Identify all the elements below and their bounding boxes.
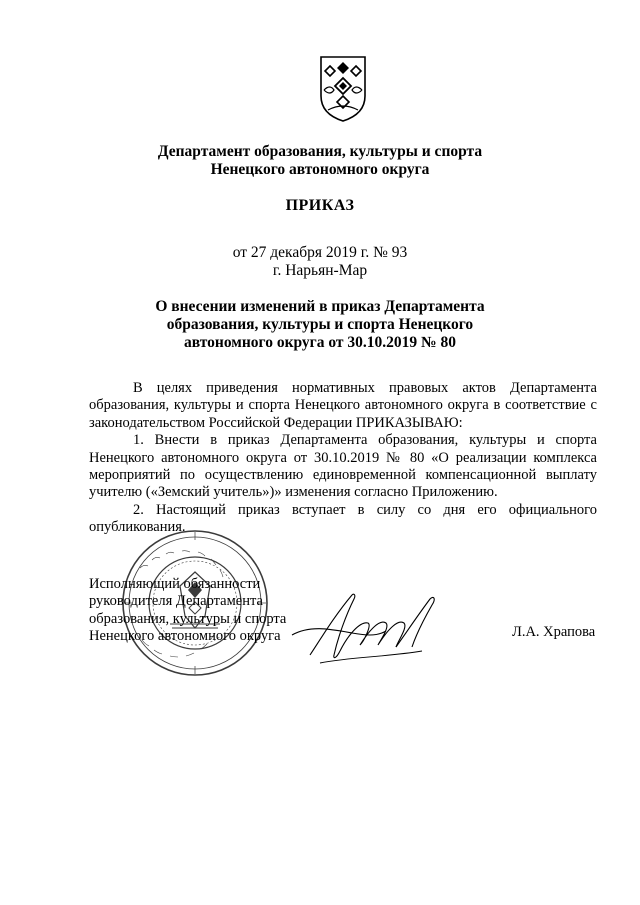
- document-place: г. Нарьян-Мар: [272, 262, 368, 279]
- order-item-1: 1. Внести в приказ Департамента образования, культуры и спорта Ненецкого автономного округа от 30.10.2019 № 80 «О реализации комплекса мероприятий по осуществлению единовременной компенсационной выплату учителю («Земский учитель»)» изменения согласно Приложению.: [89, 432, 597, 501]
- department-line-1: Департамент образования, культуры и спорта: [157, 143, 483, 160]
- subject-line-3: автономного округа от 30.10.2019 № 80: [184, 334, 456, 351]
- coat-of-arms-icon: [318, 54, 368, 124]
- document-date-number: от 27 декабря 2019 г. № 93: [232, 244, 408, 261]
- department-header: [120, 143, 520, 179]
- department-line-2: Ненецкого автономного округа: [210, 161, 430, 178]
- document-meta: [170, 244, 470, 280]
- order-item-2: 2. Настоящий приказ вступает в силу со дня его официального опубликования.: [89, 501, 597, 536]
- document-type: ПРИКАЗ: [285, 197, 355, 214]
- document-body: [89, 380, 597, 537]
- signatory-title: [89, 576, 309, 646]
- subject-line-1: О внесении изменений в приказ Департамента: [155, 298, 485, 315]
- document-subject: [150, 298, 490, 352]
- subject-line-2: образования, культуры и спорта Ненецкого: [166, 316, 474, 333]
- signatory-line-3: образования, культуры и спорта: [89, 610, 287, 627]
- signatory-name: Л.А. Храпова: [512, 624, 596, 640]
- signatory-line-1: Исполняющий обязанности: [89, 576, 261, 592]
- handwritten-signature: [290, 585, 440, 670]
- signatory-line-4: Ненецкого автономного округа: [89, 628, 281, 645]
- signatory-line-2: руководителя Департамента: [89, 593, 263, 610]
- preamble-paragraph: В целях приведения нормативных правовых актов Департамента образования, культуры и спорта Ненецкого автономного округа в соответствие с законодательством Российской Федерации ПРИКАЗЫВАЮ:: [89, 380, 597, 431]
